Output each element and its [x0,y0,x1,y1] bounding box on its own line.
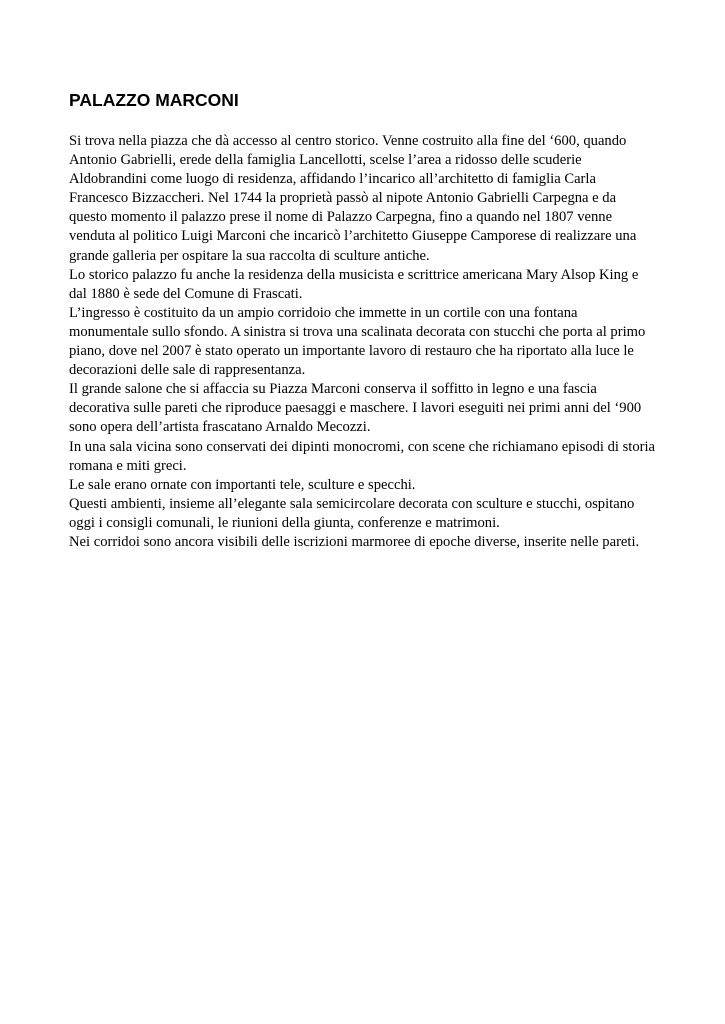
body-line: questo momento il palazzo prese il nome di Palazzo Carpegna, fino a quando nel 1807 venne [69,209,613,226]
body-line: Lo storico palazzo fu anche la residenza della musicista e scrittrice americana Mary Alsop King e [69,266,639,283]
body-line: romana e miti greci. [69,457,187,474]
body-line: In una sala vicina sono conservati dei dipinti monocromi, con scene che richiamano episodi di storia [69,438,656,455]
body-line: Nei corridoi sono ancora visibili delle iscrizioni marmoree di epoche diverse, inserite nelle pareti. [69,533,640,550]
body-line: oggi i consigli comunali, le riunioni della giunta, conferenze e matrimoni. [69,514,500,531]
document-body [69,132,669,552]
body-line: Aldobrandini come luogo di residenza, affidando l’incarico all’architetto di famiglia Carla [69,171,596,188]
body-line: venduta al politico Luigi Marconi che incaricò l’architetto Giuseppe Camporese di realizzare una [69,228,637,245]
body-line: dal 1880 è sede del Comune di Frascati. [69,285,303,302]
body-line: monumentale sullo sfondo. A sinistra si trova una scalinata decorata con stucchi che porta al primo [69,323,646,340]
body-line: Francesco Bizzaccheri. Nel 1744 la proprietà passò al nipote Antonio Gabrielli Carpegna e da [69,190,617,207]
body-line: L’ingresso è costituito da un ampio corridoio che immette in un cortile con una fontana [69,304,578,321]
body-line: Questi ambienti, insieme all’elegante sala semicircolare decorata con sculture e stucchi, ospitano [69,495,635,512]
document-title: PALAZZO MARCONI [69,90,239,110]
body-line: Il grande salone che si affaccia su Piazza Marconi conserva il soffitto in legno e una fascia [69,381,597,398]
body-line: Antonio Gabrielli, erede della famiglia Lancellotti, scelse l’area a ridosso delle scuderie [69,152,582,169]
body-line: decorazioni delle sale di rappresentanza. [69,362,306,379]
body-line: Le sale erano ornate con importanti tele, sculture e specchi. [69,476,416,493]
body-line: grande galleria per ospitare la sua raccolta di sculture antiche. [69,247,430,264]
body-line: Si trova nella piazza che dà accesso al centro storico. Venne costruito alla fine del ‘600, quando [69,133,627,149]
body-line: decorativa sulle pareti che riproduce paesaggi e maschere. I lavori eseguiti nei primi anni del ‘900 [69,400,642,417]
body-line: piano, dove nel 2007 è stato operato un importante lavoro di restauro che ha riportato alla luce le [69,343,634,360]
body-line: sono opera dell’artista frascatano Arnaldo Mecozzi. [69,419,371,436]
